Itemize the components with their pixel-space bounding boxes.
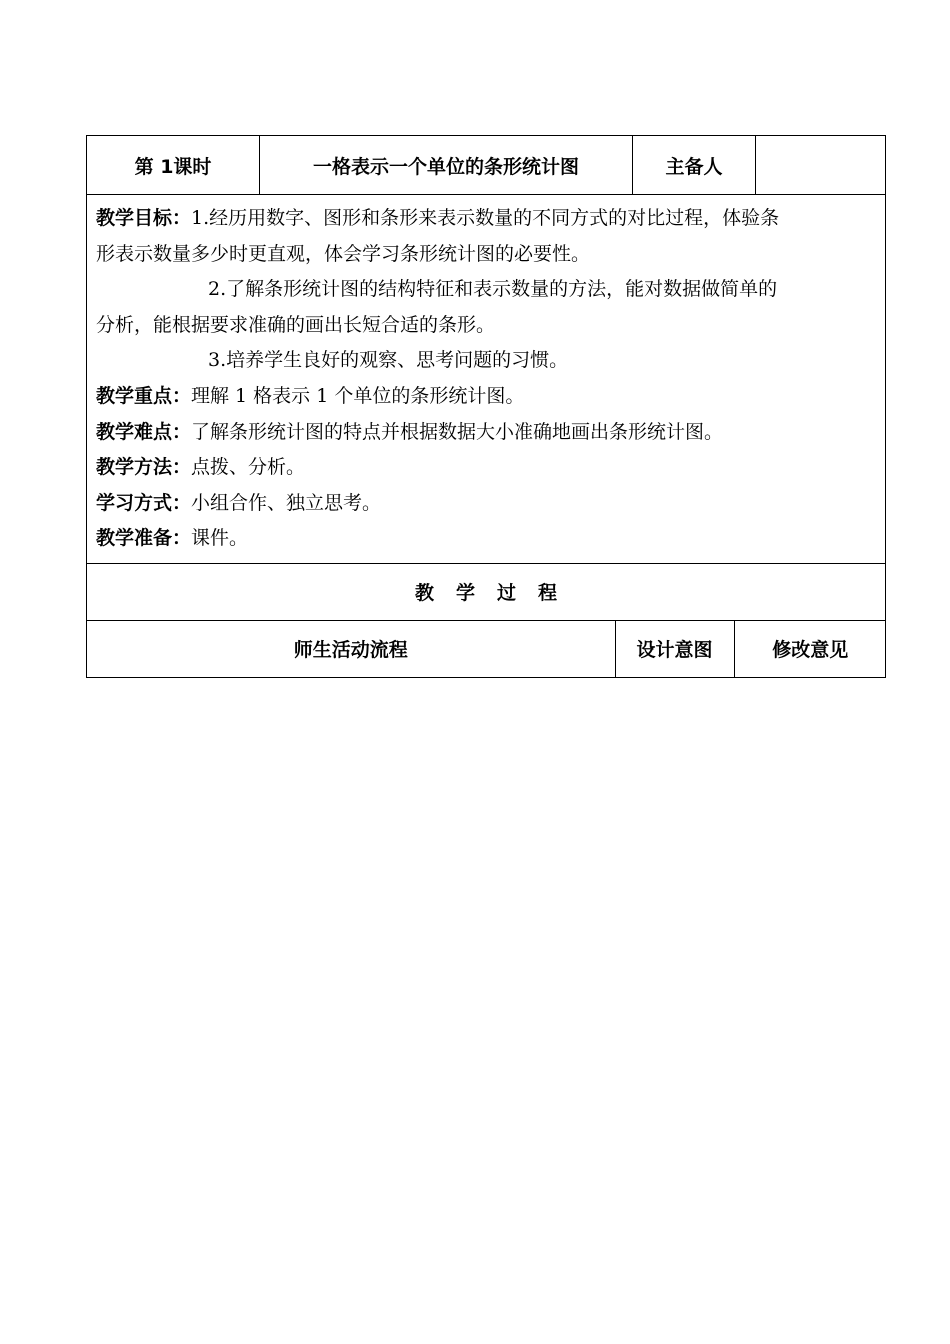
learning-line <box>96 486 877 522</box>
difficulties-label: 教学难点： <box>96 420 192 443</box>
methods-label: 教学方法： <box>96 456 192 479</box>
preparation-line <box>96 521 877 557</box>
learning-label: 学习方式： <box>96 491 192 514</box>
objective-line-1 <box>96 201 877 237</box>
methods-text: 点拨、分析。 <box>191 456 306 479</box>
preparer-value-cell <box>756 136 886 195</box>
key-points-line <box>96 379 877 415</box>
process-columns-row <box>87 620 886 677</box>
lesson-plan-table <box>86 135 886 678</box>
lesson-title-cell: 一格表示一个单位的条形统计图 <box>260 136 633 195</box>
objectives-row <box>87 195 886 564</box>
objective-line-5: 3.培养学生良好的观察、思考问题的习惯。 <box>208 349 569 372</box>
preparation-label: 教学准备： <box>96 527 192 550</box>
difficulties-text: 了解条形统计图的特点并根据数据大小准确地画出条形统计图。 <box>191 420 724 443</box>
preparer-label-cell: 主备人 <box>633 136 756 195</box>
objective-line-4: 分析，能根据要求准确的画出长短合适的条形。 <box>96 313 496 336</box>
process-title-row <box>87 563 886 620</box>
header-row <box>87 136 886 195</box>
objective-1-text-a: 1.经历用数字、图形和条形来表示数量的不同方式的对比过程，体验条 <box>191 207 780 229</box>
intent-column-header: 设计意图 <box>615 621 734 677</box>
objective-line-2: 形表示数量多少时更直观，体会学习条形统计图的必要性。 <box>96 242 591 265</box>
objectives-cell <box>87 195 886 564</box>
learning-text: 小组合作、独立思考。 <box>191 491 382 514</box>
process-title-cell: 教学过程 <box>87 563 886 620</box>
key-points-label: 教学重点： <box>96 384 192 407</box>
key-points-text: 理解 1 格表示 1 个单位的条形统计图。 <box>191 384 525 407</box>
methods-line <box>96 450 877 486</box>
process-columns-table <box>87 621 886 677</box>
activity-column-header: 师生活动流程 <box>293 639 408 662</box>
objectives-label: 教学目标： <box>96 207 192 229</box>
revision-column-header: 修改意见 <box>734 621 886 677</box>
objective-line-3: 2.了解条形统计图的结构特征和表示数量的方法，能对数据做简单的 <box>208 278 778 301</box>
lesson-number-cell: 第 1课时 <box>87 136 260 195</box>
difficulties-line <box>96 415 877 451</box>
preparation-text: 课件。 <box>191 527 249 550</box>
process-columns-cell <box>87 620 886 677</box>
